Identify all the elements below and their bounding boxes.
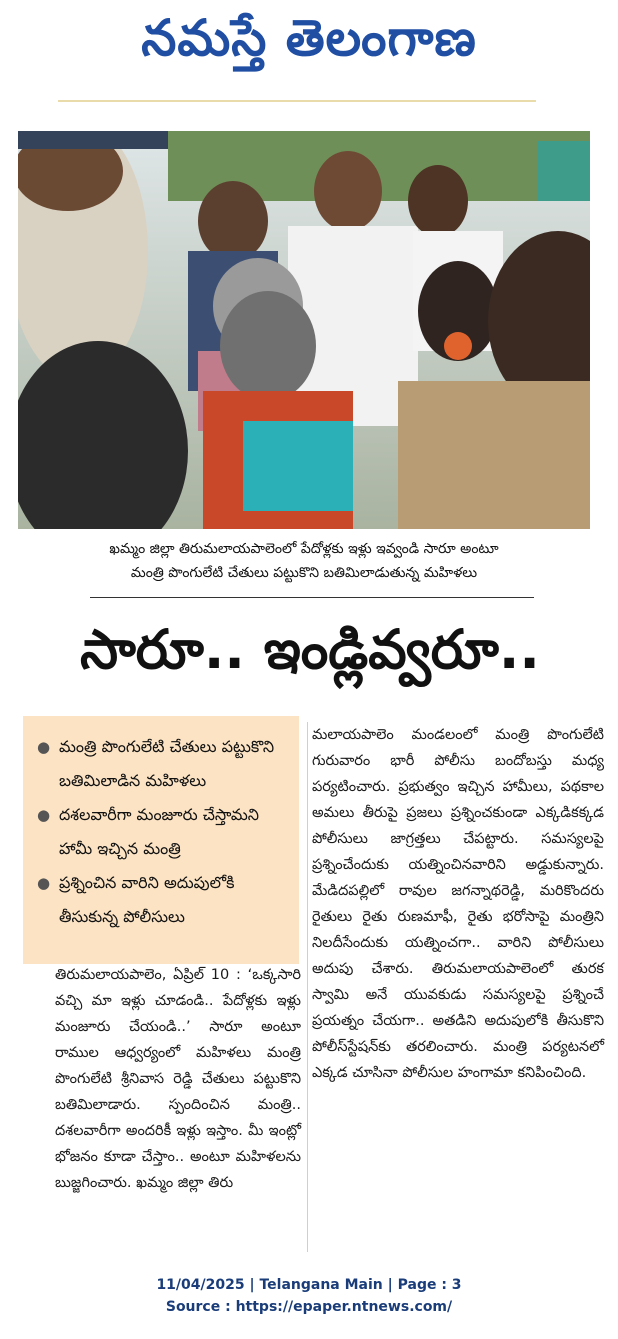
photo-caption [18, 537, 590, 585]
news-photo [18, 131, 590, 529]
bullet-icon: ● [37, 806, 51, 824]
footer-date-edition: 11/04/2025 | Telangana Main | Page : 3 [156, 1277, 462, 1293]
highlight-item [37, 866, 291, 934]
highlights-list [23, 716, 299, 934]
footer-source: Source : https://epaper.ntnews.com/ [165, 1299, 453, 1315]
article-body-left: తిరుమలాయపాలెం, ఏప్రిల్ 10 : ‘ఒక్కసారి వచ్చి మా ఇళ్లు చూడండి.. పేదోళ్లకు ఇళ్లు మంజూరు చేయండి..’ సారూ అంటూ రాముల ఆధ్వర్యంలో మహిళలు మంత్రి పొంగులేటి శ్రీనివాస రెడ్డి చేతులు పట్టుకొని బతిమిలాడారు. స్పందించిన మంత్రి.. దశలవారీగా అందరికీ ఇళ్లు ఇస్తాం. మీ ఇంట్లో భోజనం కూడా చేస్తాం.. అంటూ మహిళలను బుజ్జగించారు. ఖమ్మం జిల్లా తిరు [55, 967, 301, 1191]
article-body-right: మలాయపాలెం మండలంలో మంత్రి పొంగులేటి గురువారం భారీ పోలీసు బందోబస్తు మధ్య పర్యటించారు. ప్రభుత్వం ఇచ్చిన హామీలు, పథకాల అమలు తీరుపై ప్రజలు ప్రశ్నించకుండా ఎక్కడికక్కడ పోలీసులు జాగ్రత్తలు చేపట్టారు. సమస్యలపై ప్రశ్నించేందుకు యత్నించినవారిని అడ్డుకున్నారు. మేడిదపల్లిలో రావుల జగన్నాథరెడ్డి, మరికొందరు రైతులు రైతు రుణమాఫీ, రైతు భరోసాపై మంత్రిని నిలదీసేందుకు యత్నించగా.. వారిని పోలీసులు అదుపు చేశారు. తిరుమలాయపాలెంలో తురక స్వామి అనే యువకుడు సమస్యలపై ప్రశ్నించే ప్రయత్నం చేయగా.. అతడిని అదుపులోకి తీసుకొని పోలీస్‌స్టేషన్‌కు తరలించారు. మంత్రి పర్యటనలో ఎక్కడ చూసినా పోలీసుల హంగామా కనిపించింది. [312, 727, 604, 1081]
column-divider [307, 722, 308, 1252]
bullet-icon: ● [37, 874, 51, 892]
photo-caption-line-1: ఖమ్మం జిల్లా తిరుమలాయపాలెంలో పేదోళ్లకు ఇళ్లు ఇవ్వండి సారూ అంటూ [109, 541, 499, 557]
newspaper-masthead: నమస్తే తెలంగాణ [141, 9, 477, 67]
highlight-item [37, 730, 291, 798]
caption-rule [90, 597, 534, 598]
highlight-text: మంత్రి పొంగులేటి చేతులు పట్టుకొని బతిమిలాడిన మహిళలు [59, 737, 275, 790]
article-column-right [312, 722, 604, 1086]
highlight-text: ప్రశ్నించిన వారిని అదుపులోకి తీసుకున్న పోలీసులు [59, 873, 235, 926]
masthead-rule [58, 100, 536, 102]
highlight-item [37, 798, 291, 866]
bullet-icon: ● [37, 738, 51, 756]
page-footer [0, 1274, 618, 1318]
highlight-text: దశలవారీగా మంజూరు చేస్తామని హామీ ఇచ్చిన మంత్రి [59, 805, 260, 858]
highlights-box [23, 716, 299, 964]
photo-caption-line-2: మంత్రి పొంగులేటి చేతులు పట్టుకొని బతిమిలాడుతున్న మహిళలు [130, 565, 478, 581]
article-headline: సారూ.. ఇండ్లివ్వరూ.. [80, 618, 540, 681]
article-column-left [55, 962, 301, 1196]
